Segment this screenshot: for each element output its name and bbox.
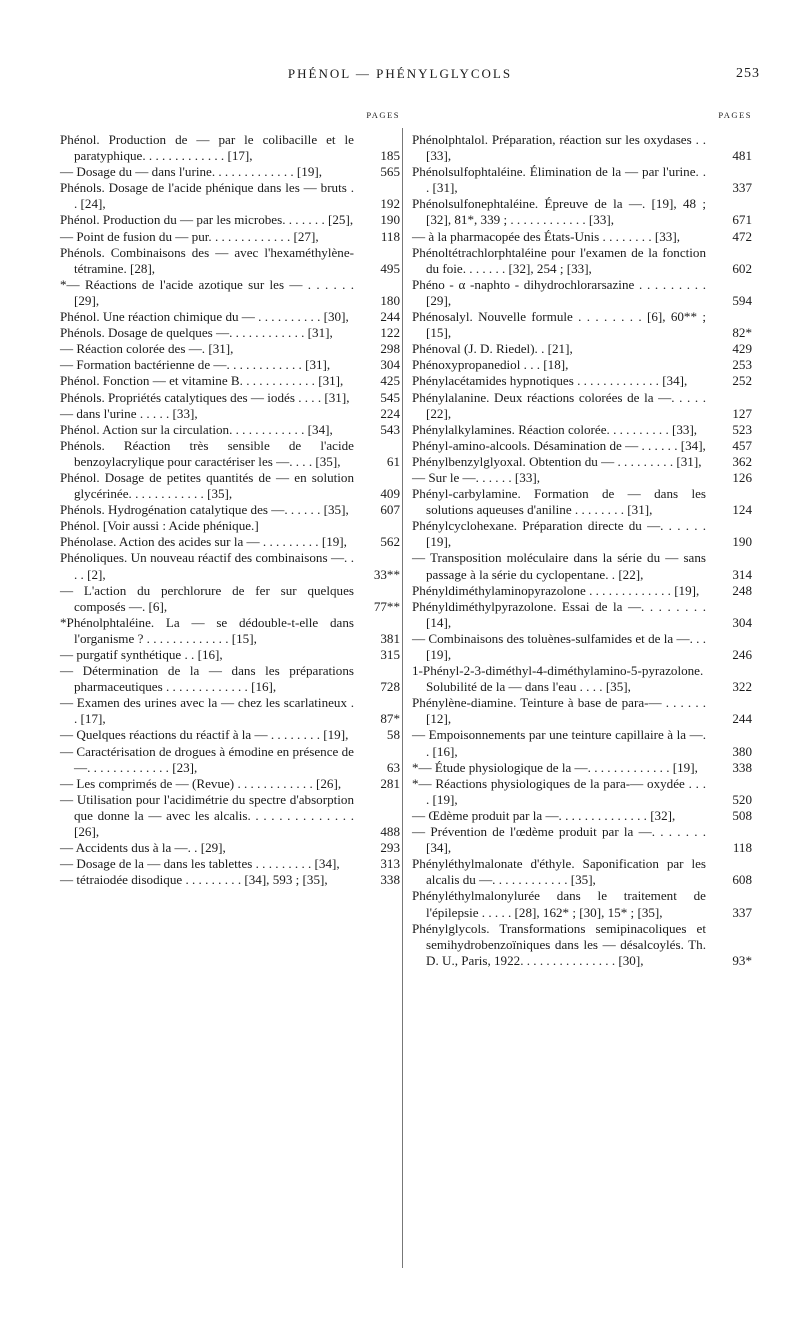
entry-text: — Empoisonnements par une teinture capillaire à la —. . [16], <box>412 727 706 759</box>
entry-text: Phénol. Dosage de petites quantités de — en solution glycérinée. . . . . . . . . . . . [35], <box>60 469 354 502</box>
page-number: 253 <box>736 66 760 81</box>
entry-text: *Phénolphtaléine. La — se dédouble-t-elle dans l'organisme ? . . . . . . . . . . . . . [15], <box>60 614 354 646</box>
entry-text: Phénol. [Voir aussi : Acide phénique.] <box>60 518 259 534</box>
entry-text: Phényldiméthylaminopyrazolone . . . . . . . . . . . . . [19], <box>412 582 700 598</box>
index-entry <box>412 583 752 599</box>
entry-page: 671 <box>732 212 752 228</box>
entry-page: 185 <box>380 148 400 164</box>
entry-page: 118 <box>732 840 752 856</box>
entry-page: 244 <box>732 711 752 727</box>
index-entry <box>412 695 752 727</box>
entry-text: Phénoltétrachlorphtaléine pour l'examen de la fonction du foie. . . . . . . [32], 254 ; [33], <box>412 244 706 276</box>
column-divider <box>402 128 403 1268</box>
entry-text: Phénylalanine. Deux réactions colorées de la —. . . . . [22], <box>412 389 706 421</box>
entry-text: Phényldiméthylpyrazolone. Essai de la —. . . . . . . . [14], <box>412 598 706 630</box>
entry-text: *— Réactions de l'acide azotique sur les — . . . . . . [29], <box>60 276 354 308</box>
index-entry <box>60 727 400 743</box>
entry-page: 190 <box>732 534 752 550</box>
entry-text: Phénolase. Action des acides sur la — . . . . . . . . . [19], <box>60 534 347 550</box>
entry-text: Phénol. Une réaction chimique du — . . . . . . . . . . [30], <box>60 309 349 325</box>
entry-page: 281 <box>380 775 400 791</box>
entry-text: Phénols. Hydrogénation catalytique des —. . . . . . [35], <box>60 502 349 518</box>
index-entry <box>412 357 752 373</box>
entry-page: 293 <box>380 840 400 856</box>
index-entry <box>60 357 400 373</box>
entry-page: 565 <box>380 164 400 180</box>
entry-page: 362 <box>732 453 752 469</box>
entry-text: Phénols. Combinaisons des — avec l'hexaméthylène-tétramine. [28], <box>60 244 354 276</box>
entry-text: Phénols. Dosage de quelques —. . . . . . . . . . . . [31], <box>60 325 333 341</box>
index-entry <box>412 245 752 277</box>
index-entry <box>412 888 752 920</box>
entry-text: Phényl-carbylamine. Formation de — dans les solutions aqueuses d'aniline . . . . . . . . [31], <box>412 486 706 518</box>
entry-text: — tétraiodée disodique . . . . . . . . . [34], 593 ; [35], <box>60 872 328 888</box>
entry-page: 338 <box>732 759 752 775</box>
index-entry <box>412 132 752 164</box>
index-entry <box>60 872 400 888</box>
index-entry <box>412 599 752 631</box>
entry-page: 337 <box>732 180 752 196</box>
index-entry <box>60 309 400 325</box>
index-entry <box>60 406 400 422</box>
entry-text: Phénolphtalol. Préparation, réaction sur les oxydases . . [33], <box>412 132 706 164</box>
entry-page: 126 <box>732 469 752 485</box>
index-entry <box>60 856 400 872</box>
entry-text: — Point de fusion du — pur. . . . . . . . . . . . . [27], <box>60 228 319 244</box>
entry-text: Phénols. Propriétés catalytiques des — iodés . . . . [31], <box>60 389 350 405</box>
index-entry <box>412 438 752 454</box>
index-entry <box>60 583 400 615</box>
entry-page: 472 <box>732 228 752 244</box>
index-entry <box>60 615 400 647</box>
entry-text: — Combinaisons des toluènes-sulfamides et de la —. . . [19], <box>412 630 706 662</box>
entry-page: 337 <box>732 904 752 920</box>
entry-text: Phénol. Action sur la circulation. . . . . . . . . . . . [34], <box>60 421 333 437</box>
entry-page: 77** <box>373 598 400 614</box>
entry-page: 322 <box>732 679 752 695</box>
index-entry <box>60 550 400 582</box>
running-header <box>0 66 800 86</box>
entry-text: — L'action du perchlorure de fer sur quelques composés —. [6], <box>60 582 354 614</box>
entry-text: Phénylalkylamines. Réaction colorée. . . . . . . . . . [33], <box>412 421 698 437</box>
entry-page: 488 <box>380 824 400 840</box>
entry-page: 252 <box>732 373 752 389</box>
index-entry <box>60 422 400 438</box>
entry-page: 457 <box>732 437 752 453</box>
index-entry <box>60 438 400 470</box>
entry-text: — Quelques réactions du réactif à la — . . . . . . . . [19], <box>60 727 349 743</box>
entry-text: — Formation bactérienne de —. . . . . . . . . . . . [31], <box>60 357 331 373</box>
index-entry <box>60 518 400 534</box>
entry-text: Phényl-amino-alcools. Désamination de — . . . . . . [34], <box>412 437 706 453</box>
entry-page: 58 <box>386 727 400 743</box>
entry-text: Phényléthylmalonate d'éthyle. Saponification par les alcalis du —. . . . . . . . . . . . [35], <box>412 856 706 888</box>
entry-text: 1-Phényl-2-3-diméthyl-4-diméthylamino-5-pyrazolone. Solubilité de la — dans l'eau . . . . [35], <box>412 663 704 695</box>
entry-text: Phényléthylmalonylurée dans le traitement de l'épilepsie . . . . . [28], 162* ; [30], 15* ; [35], <box>412 888 706 920</box>
entry-text: — Réaction colorée des —. [31], <box>60 341 234 357</box>
index-entry <box>60 470 400 502</box>
index-entry <box>412 856 752 888</box>
entry-page: 338 <box>380 872 400 888</box>
entry-text: Phéno - α -naphto - dihydrochlorarsazine . . . . . . . . . [29], <box>412 276 706 308</box>
entry-text: — purgatif synthétique . . [16], <box>60 647 223 662</box>
right-column <box>412 110 752 969</box>
entry-page: 381 <box>380 630 400 646</box>
entry-text: — Examen des urines avec la — chez les scarlatineux . . [17], <box>60 695 354 727</box>
entry-text: Phénol. Production du — par les microbes. . . . . . . [25], <box>60 212 354 228</box>
entry-text: Phénoxypropanediol . . . [18], <box>412 357 569 373</box>
index-entry <box>412 470 752 486</box>
pages-label-left: PAGES <box>366 110 400 120</box>
entry-page: 304 <box>380 357 400 373</box>
index-entry <box>60 132 400 164</box>
entry-text: *— Étude physiologique de la —. . . . . . . . . . . . . [19], <box>412 759 698 775</box>
index-entry <box>412 486 752 518</box>
entry-page: 523 <box>732 421 752 437</box>
index-entry <box>60 277 400 309</box>
entry-text: — Détermination de la — dans les préparations pharmaceutiques . . . . . . . . . . . . . [16], <box>60 663 354 695</box>
index-entry <box>412 921 752 969</box>
entry-text: Phénylacétamides hypnotiques . . . . . . . . . . . . . [34], <box>412 373 688 389</box>
index-entry <box>412 341 752 357</box>
index-entry <box>412 776 752 808</box>
index-entry <box>60 229 400 245</box>
index-entry <box>412 309 752 341</box>
entry-page: 244 <box>380 309 400 325</box>
index-entry <box>60 164 400 180</box>
index-entry <box>412 164 752 196</box>
entry-page: 63 <box>386 759 400 775</box>
left-entry-list <box>60 132 400 888</box>
entry-text: Phénolsulfophtaléine. Élimination de la — par l'urine. . . [31], <box>412 164 706 196</box>
entry-page: 425 <box>380 373 400 389</box>
index-entry <box>60 744 400 776</box>
index-entry <box>412 373 752 389</box>
index-entry <box>412 631 752 663</box>
entry-text: Phénols. Dosage de l'acide phénique dans les — bruts . . [24], <box>60 180 354 212</box>
entry-text: — Caractérisation de drogues à émodine en présence de —. . . . . . . . . . . . . [23], <box>60 743 354 775</box>
index-entry <box>412 518 752 550</box>
index-entry <box>412 550 752 582</box>
entry-page: 315 <box>380 647 400 662</box>
entry-page: 594 <box>732 292 752 308</box>
index-entry <box>60 245 400 277</box>
index-entry <box>412 760 752 776</box>
entry-page: 33** <box>373 566 400 582</box>
entry-page: 180 <box>380 292 400 308</box>
entry-page: 248 <box>732 582 752 598</box>
entry-text: — Sur le —. . . . . . [33], <box>412 469 541 485</box>
entry-page: 253 <box>732 357 752 373</box>
entry-page: 224 <box>380 405 400 421</box>
index-entry <box>60 776 400 792</box>
entry-page: 429 <box>732 341 752 357</box>
entry-page: 481 <box>732 148 752 164</box>
entry-text: — Transposition moléculaire dans la série du — sans passage à la série du cyclopentane. . [22], <box>412 550 706 582</box>
entry-page: 192 <box>380 196 400 212</box>
entry-page: 298 <box>380 341 400 357</box>
left-column <box>60 110 400 888</box>
running-title: PHÉNOL — PHÉNYLGLYCOLS <box>287 66 513 81</box>
index-entry <box>412 390 752 422</box>
entry-page: 122 <box>380 325 400 341</box>
entry-text: Phénylbenzylglyoxal. Obtention du — . . . . . . . . . [31], <box>412 453 702 469</box>
entry-text: — à la pharmacopée des États-Unis . . . . . . . . [33], <box>412 228 680 244</box>
entry-page: 313 <box>380 856 400 872</box>
entry-text: — Accidents dus à la —. . [29], <box>60 840 226 856</box>
index-entry <box>60 212 400 228</box>
entry-text: — Dosage du — dans l'urine. . . . . . . . . . . . . [19], <box>60 164 323 180</box>
entry-page: 118 <box>380 228 400 244</box>
index-entry <box>60 695 400 727</box>
entry-page: 602 <box>732 260 752 276</box>
entry-text: — Dosage de la — dans les tablettes . . . . . . . . . [34], <box>60 856 340 872</box>
index-entry <box>412 727 752 759</box>
index-entry <box>412 824 752 856</box>
entry-text: Phénolsulfonephtaléine. Épreuve de la —. [19], 48 ; [32], 81*, 339 ; . . . . . . . . . . . . [33], <box>412 196 706 228</box>
entry-page: 304 <box>732 614 752 630</box>
entry-text: — Les comprimés de — (Revue) . . . . . . . . . . . . [26], <box>60 775 342 791</box>
right-entry-list <box>412 132 752 969</box>
index-entry <box>412 808 752 824</box>
index-entry <box>60 373 400 389</box>
entry-text: Phénoval (J. D. Riedel). . [21], <box>412 341 573 357</box>
index-entry <box>60 792 400 840</box>
entry-page: 728 <box>380 679 400 695</box>
index-entry <box>60 180 400 212</box>
entry-page: 508 <box>732 807 752 823</box>
entry-text: Phénylène-diamine. Teinture à base de para-— . . . . . . [12], <box>412 695 706 727</box>
entry-text: — dans l'urine . . . . . [33], <box>60 405 198 421</box>
index-entry <box>412 663 752 695</box>
entry-page: 607 <box>380 502 400 518</box>
entry-page: 82* <box>732 325 752 341</box>
entry-page: 520 <box>732 791 752 807</box>
entry-text: Phénols. Réaction très sensible de l'acide benzoylacrylique pour caractériser les —. . . . [35], <box>60 437 354 469</box>
pages-label-right: PAGES <box>718 110 752 120</box>
entry-page: 314 <box>732 566 752 582</box>
entry-text: *— Réactions physiologiques de la para-— oxydée . . . . [19], <box>412 775 706 807</box>
entry-page: 87* <box>380 711 400 727</box>
entry-text: Phénylcyclohexane. Préparation directe du —. . . . . . [19], <box>412 518 706 550</box>
entry-page: 124 <box>732 502 752 518</box>
entry-page: 495 <box>380 260 400 276</box>
entry-page: 127 <box>732 405 752 421</box>
entry-text: Phénylglycols. Transformations semipinacoliques et semihydrobenzoïniques dans les — désalcoylés. Th. D. U., Paris, 1922. . . . . . . . . . . . . . . [30], <box>412 920 706 968</box>
index-entry <box>60 534 400 550</box>
entry-text: Phénosalyl. Nouvelle formule . . . . . . . . [6], 60** ; [15], <box>412 309 706 341</box>
entry-page: 543 <box>380 421 400 437</box>
entry-page: 562 <box>380 534 400 550</box>
index-entry <box>412 229 752 245</box>
entry-text: — Œdème produit par la —. . . . . . . . . . . . . . [32], <box>412 807 676 823</box>
entry-page: 61 <box>386 453 400 469</box>
index-entry <box>60 663 400 695</box>
index-entry <box>60 341 400 357</box>
entry-text: Phénol. Fonction — et vitamine B. . . . . . . . . . . . [31], <box>60 373 344 389</box>
index-entry <box>60 390 400 406</box>
entry-page: 380 <box>732 743 752 759</box>
entry-page: 409 <box>380 486 400 502</box>
entry-page: 246 <box>732 647 752 662</box>
entry-text: — Prévention de l'œdème produit par la —. . . . . . . [34], <box>412 824 706 856</box>
entry-text: Phénol. Production de — par le colibacille et le paratyphique. . . . . . . . . . . . . [17], <box>60 132 354 164</box>
index-entry <box>412 454 752 470</box>
entry-page: 608 <box>732 872 752 888</box>
index-entry <box>60 502 400 518</box>
index-entry <box>412 196 752 228</box>
entry-text: Phénoliques. Un nouveau réactif des combinaisons —. . . . [2], <box>60 550 354 582</box>
index-entry <box>412 422 752 438</box>
index-entry <box>60 840 400 856</box>
entry-page: 190 <box>380 212 400 228</box>
index-entry <box>412 277 752 309</box>
index-entry <box>60 325 400 341</box>
entry-text: — Utilisation pour l'acidimétrie du spectre d'absorption que donne la — avec les alcalis. . . . . . . . . . . . . . [26], <box>60 791 354 840</box>
entry-page: 93* <box>732 952 752 968</box>
entry-page: 545 <box>380 389 400 405</box>
index-entry <box>60 647 400 663</box>
